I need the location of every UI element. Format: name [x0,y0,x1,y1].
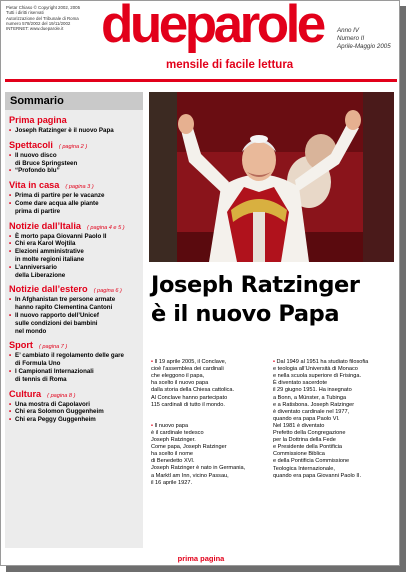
bullet-icon: • [9,296,12,304]
bullet-icon: • [273,359,277,366]
article-column-2 [273,352,395,487]
page-shadow-right [400,6,406,569]
article-column-1 [151,352,269,494]
toc-section-header [9,115,143,125]
toc-section-page: ( pagina 4 e 5 ) [86,224,125,231]
toc-item-label: “Profondo blu” [15,167,60,175]
toc-item[interactable] [9,240,143,248]
toc-section [9,221,143,280]
toc-item[interactable] [9,233,143,241]
toc-item[interactable] [9,312,143,335]
toc-items [9,296,143,335]
toc-items [9,352,143,383]
bullet-icon: • [9,192,12,200]
toc-items [9,192,143,215]
toc-title: Sommario [5,92,143,110]
toc-section-name[interactable]: Spettacoli [9,139,53,150]
toc-item-label: Chi era Karol Wojtila [15,240,76,248]
toc-section-header [9,221,143,231]
publisher-line: numero 578/2002 del 19/11/2002 [6,20,71,26]
toc-section-header [9,389,143,399]
publisher-line: Pietar Chiaso © Copyright 2002, 2005 [6,5,81,10]
toc-section-name[interactable]: Prima pagina [9,115,67,125]
toc-item-label: Il nuovo rapporto dell’Unicef sulle condizioni dei bambini nel mondo [15,311,99,335]
article-paragraph [151,359,269,409]
toc-item[interactable] [9,416,143,424]
bullet-icon: • [9,167,12,175]
bullet-icon: • [9,311,12,319]
toc-items [9,233,143,280]
toc-item[interactable] [9,408,143,416]
article-paragraph [273,359,395,480]
toc-item[interactable] [9,248,143,264]
issue-number: Numero II [337,35,365,43]
bullet-icon: • [9,367,12,375]
toc-item[interactable] [9,192,143,200]
table-of-contents [5,92,143,548]
toc-item-label: Chi era Peggy Guggenheim [15,416,96,424]
pope-photo [149,92,394,262]
toc-item-label: I Campionati Internazionali di tennis di Roma [15,367,94,383]
bullet-icon: • [151,422,155,429]
toc-section-header [9,140,143,150]
toc-item-label: L’anniversario della Liberazione [15,263,66,279]
bullet-icon: • [9,408,12,416]
toc-items [9,127,143,135]
toc-section [9,284,143,335]
toc-item[interactable] [9,401,143,409]
toc-section-name[interactable]: Cultura [9,388,42,399]
bullet-icon: • [9,400,12,408]
toc-item-label: È morto papa Giovanni Paolo II [15,232,107,240]
toc-section-header [9,284,143,294]
bullet-icon: • [9,248,12,256]
toc-section-page: ( pagina 8 ) [47,392,76,399]
bullet-icon: • [9,263,12,271]
toc-item-label: E’ cambiato il regolamento delle gare di Formula Uno [15,352,125,368]
toc-item[interactable] [9,368,143,384]
main-headline [151,271,399,329]
toc-item[interactable] [9,127,143,135]
toc-section-name[interactable]: Sport [9,340,33,351]
bullet-icon: • [9,232,12,240]
toc-item[interactable] [9,352,143,368]
bullet-icon: • [9,240,12,248]
toc-section-name[interactable]: Notizie dall’Italia [9,220,81,231]
masthead-logo: dueparole [101,0,323,54]
issue-year: Anno IV [337,27,360,34]
toc-sections [5,115,143,424]
bullet-icon: • [9,352,12,360]
footer-section-label: prima pagina [177,554,225,563]
headline-line-2: è il nuovo Papa [151,301,340,327]
article-text: Il nuovo papa è il cardinale tedesco Joseph Ratzinger. Come papa, Joseph Ratzinger ha scelto il nome di Benedetto XVI. Joseph Ratzinger è nato in Germania, a Marktl am Inn, vicino Passau, il 16 aprile 1927. [151,422,246,486]
bullet-icon: • [151,359,155,366]
toc-section [9,180,143,215]
toc-items [9,152,143,175]
article-text: Dal 1949 al 1951 ha studiato filosofia e teologia all’Università di Monaco e nella scuola superiore di Frisinga. È diventato sacerdote il 29 giugno 1951. Ha insegnato a Bonn, a Münster, a Tubinga e a Ratisbona. Joseph Ratzinger è diventato cardinale nel 1977, quando era papa Paolo VI. Nel 1981 è diventato Prefetto della Congregazione per la Dottrina della Fede e Presidente della Pontificia Commissione Biblica e della Pontificia Commissione Teologica Internazionale, quando era papa Giovanni Paolo II. [273,359,369,479]
masthead-tagline: mensile di facile lettura [166,59,294,71]
bullet-icon: • [9,151,12,159]
toc-item[interactable] [9,264,143,280]
toc-section-name[interactable]: Vita in casa [9,180,60,191]
toc-section-header [9,180,143,190]
toc-section [9,115,143,135]
toc-section-page: ( pagina 3 ) [65,184,94,191]
toc-item-label: Joseph Ratzinger è il nuovo Papa [15,127,114,134]
toc-item-label: Come dare acqua alle piante prima di partire [15,199,99,215]
masthead-divider [5,79,397,82]
toc-section [9,389,143,424]
toc-item[interactable] [9,167,143,175]
pope-illustration [149,92,394,262]
toc-item-label: Una mostra di Capolavori [15,400,90,408]
toc-item-label: Il nuovo disco di Bruce Springsteen [15,151,78,167]
toc-item-label: Elezioni amministrative in molte regioni italiane [15,248,85,263]
publisher-line: INTERNET: www.dueparole.it [6,26,64,32]
toc-section-page: ( pagina 2 ) [58,143,88,150]
publisher-line: Autorizzazione del Tribunale di Roma [6,15,79,21]
issue-date: Aprile-Maggio 2005 [337,43,391,51]
toc-item-label: Prima di partire per le vacanze [15,192,105,200]
toc-item[interactable] [9,152,143,168]
article-paragraph [151,423,269,487]
issue-info [337,27,399,52]
publisher-info [6,5,102,31]
headline-line-1: Joseph Ratzinger [151,272,360,298]
toc-section [9,140,143,175]
toc-section-page: ( pagina 7 ) [39,344,68,351]
toc-section-page: ( pagina 6 ) [93,288,122,295]
toc-section-name[interactable]: Notizie dall’estero [9,284,88,295]
page-shadow-bottom [6,566,406,572]
bullet-icon: • [9,127,12,134]
toc-section-header [9,340,143,350]
toc-item[interactable] [9,200,143,216]
article-text: Il 19 aprile 2005, il Conclave, cioè l’assemblea dei cardinali che eleggono il papa, ha scelto il nuovo papa dalla storia della Chiesa cattolica. Al Conclave hanno partecipato 115 cardinali di tutto il mondo. [151,359,235,408]
publisher-line: Tutti i diritti riservati [6,10,44,16]
bullet-icon: • [9,416,12,424]
toc-item[interactable] [9,296,143,312]
toc-items [9,401,143,424]
toc-item-label: Chi era Solomon Guggenheim [15,408,104,416]
toc-section [9,340,143,383]
bullet-icon: • [9,199,12,207]
toc-item-label: In Afghanistan tre persone armate hanno rapito Clementina Cantoni [15,296,116,312]
